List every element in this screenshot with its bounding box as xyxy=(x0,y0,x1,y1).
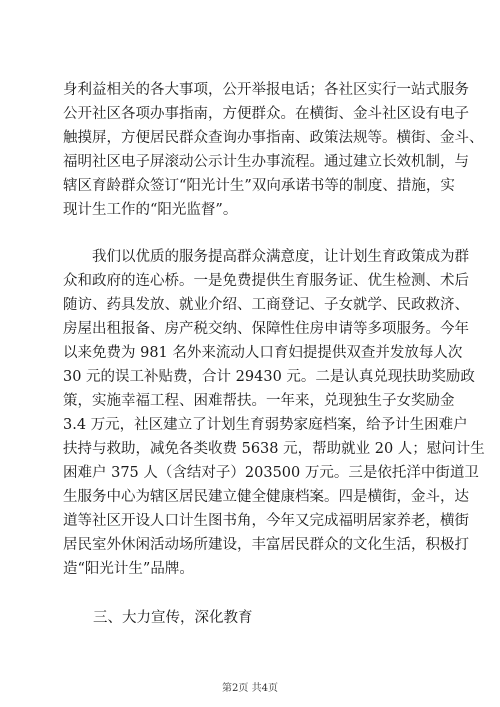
paragraph-line: 触摸屏，方便居民群众查询办事指南、政策法规等。横街、金斗、 xyxy=(63,130,484,146)
paragraph-line: 以来免费为 981 名外来流动人口育妇提提供双查并发放每人次 xyxy=(63,345,463,361)
paragraph-line: 造“阳光计生”品牌。 xyxy=(63,561,194,577)
paragraph-line: 30 元的误工补贴费，合计 29430 元。二是认真兑现扶助奖励政 xyxy=(63,369,475,385)
paragraph-line: 3.4 万元，社区建立了计划生育弱势家庭档案，给予计生困难户 xyxy=(63,417,468,433)
paragraph-line: 居民室外休闲活动场所建设，丰富居民群众的文化生活，积极打 xyxy=(63,537,469,553)
paragraph-line: 辖区育龄群众签订“阳光计生”双向承诺书等的制度、措施，实 xyxy=(63,178,455,194)
paragraph-line: 随访、药具发放、就业介绍、工商登记、子女就学、民政救济、 xyxy=(63,297,469,313)
paragraph-2 xyxy=(63,245,485,581)
paragraph-line: 策，实施幸福工程、困难帮扶。一年来，兑现独生子女奖励金 xyxy=(63,393,455,409)
paragraph-line: 困难户 375 人（含结对子）203500 万元。三是依托洋中街道卫 xyxy=(63,465,479,481)
paragraph-line: 福明社区电子屏滚动公示计生办事流程。通过建立长效机制，与 xyxy=(63,154,469,170)
paragraph-line: 扶持与救助，减免各类收费 5638 元，帮助就业 20 人；慰问计生 xyxy=(63,441,485,457)
paragraph-line: 众和政府的连心桥。一是免费提供生育服务证、优生检测、术后 xyxy=(63,273,469,289)
paragraph-line: 道等社区开设人口计生图书角，今年又完成福明居家养老，横街 xyxy=(63,513,469,529)
paragraph-line: 房屋出租报备、房产税交纳、保障性住房申请等多项服务。今年 xyxy=(63,321,469,337)
paragraph-line: 现计生工作的“阳光监督”。 xyxy=(63,202,238,218)
page-number-footer: 第2页 共4页 xyxy=(222,683,278,694)
paragraph-line: 我们以优质的服务提高群众满意度，让计划生育政策成为群 xyxy=(63,249,469,265)
paragraph-line: 公开社区各项办事指南，方便群众。在横街、金斗社区设有电子 xyxy=(63,106,469,122)
paragraph-line: 身利益相关的各大事项，公开举报电话；各社区实行一站式服务 xyxy=(63,82,469,98)
paragraph-line: 生服务中心为辖区居民建立健全健康档案。四是横街，金斗，达 xyxy=(63,489,469,505)
paragraph-1 xyxy=(63,78,484,222)
section-heading: 三、大力宣传，深化教育 xyxy=(93,610,253,626)
